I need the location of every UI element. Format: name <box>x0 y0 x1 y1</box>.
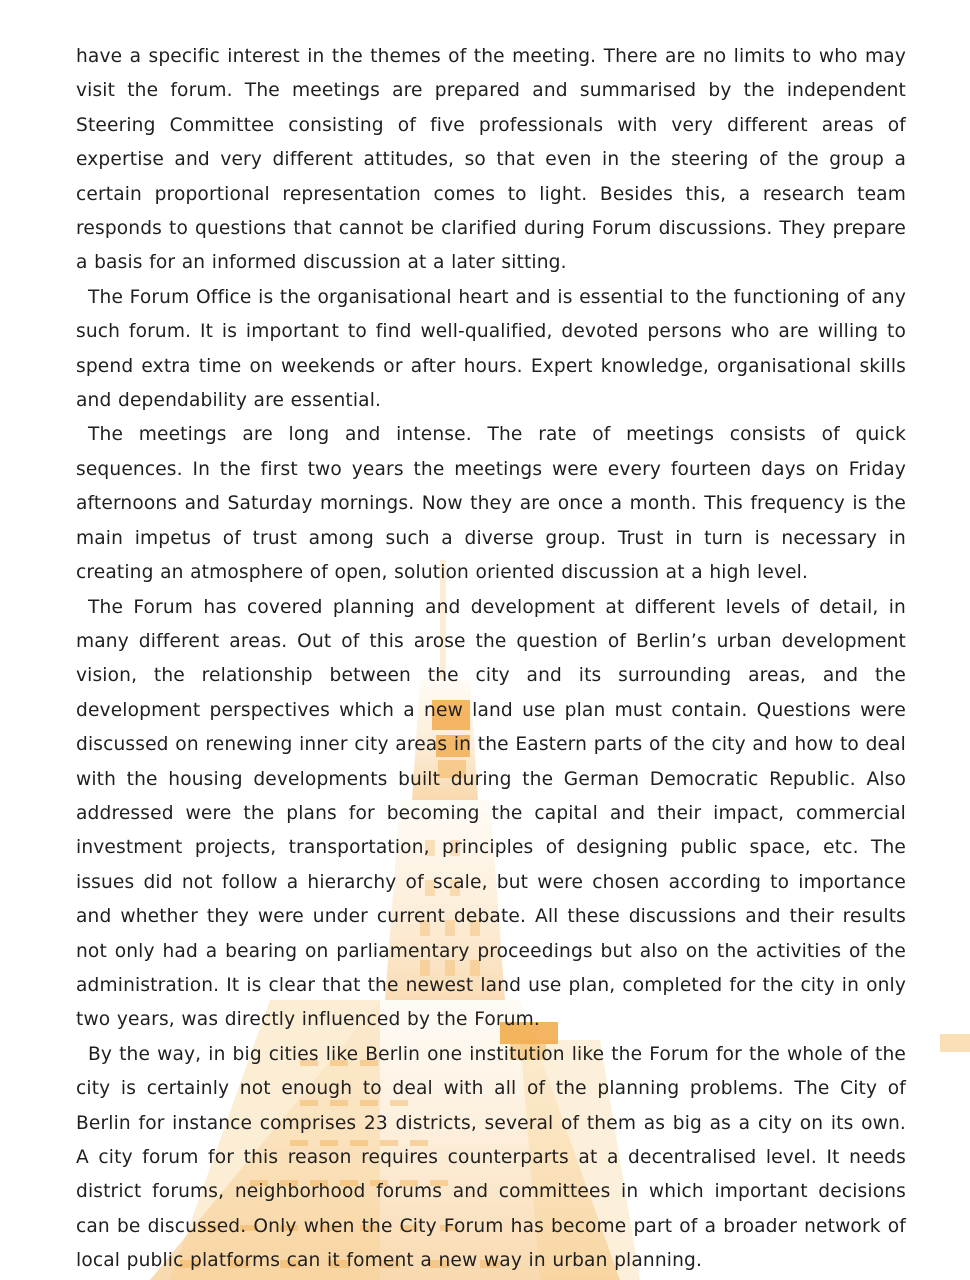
document-page <box>76 40 906 1279</box>
paragraph-3: The meetings are long and intense. The rate of meetings consists of quick sequences. In the first two years the meetings were every fourteen days on Friday afternoons and Saturday mornings. Now they are once a month. This frequency is the main impetus of trust among such a diverse group. Trust in turn is necessary in creating an atmosphere of open, solution oriented discussion at a high level. <box>76 424 906 584</box>
paragraph-1: have a specific interest in the themes of the meeting. There are no limits to who may visit the forum. The meetings are prepared and summarised by the independent Steering Committee consisting of five professionals with very different areas of expertise and very different attitudes, so that even in the steering of the group a certain proportional representation comes to light. Besides this, a research team responds to questions that cannot be clarified during Forum discussions. They prepare a basis for an informed discussion at a later sitting. <box>76 46 906 274</box>
paragraph-5: By the way, in big cities like Berlin one institution like the Forum for the whole of the city is certainly not enough to deal with all of the planning problems. The City of Berlin for instance comprises 23 districts, several of them as big as a city on its own. A city forum for this reason requires counterparts at a decentralised level. It needs district forums, neighborhood forums and committees in which important decisions can be discussed. Only when the City Forum has become part of a broader network of local public platforms can it foment a new way in urban planning. <box>76 1043 906 1272</box>
paragraph-2: The Forum Office is the organisational heart and is essential to the functioning of any such forum. It is important to find well-qualified, devoted persons who are willing to spend extra time on weekends or after hours. Expert knowledge, organisational skills and dependability are essential. <box>76 286 906 412</box>
paragraph-4: The Forum has covered planning and development at different levels of detail, in many different areas. Out of this arose the question of Berlin’s urban development vision, the relationship between the city and its surrounding areas, and the development perspectives which a new land use plan must contain. Questions were discussed on renewing inner city areas in the Eastern parts of the city and how to deal with the housing developments built during the German Democratic Republic. Also addressed were the plans for becoming the capital and their impact, commercial investment projects, transportation, principles of designing public space, etc. The issues did not follow a hierarchy of scale, but were chosen according to importance and whether they were under current debate. All these discussions and their results not only had a bearing on parliamentary proceedings but also on the activities of the administration. It is clear that the newest land use plan, completed for the city in only two years, was directly influenced by the Forum. <box>76 596 906 1031</box>
